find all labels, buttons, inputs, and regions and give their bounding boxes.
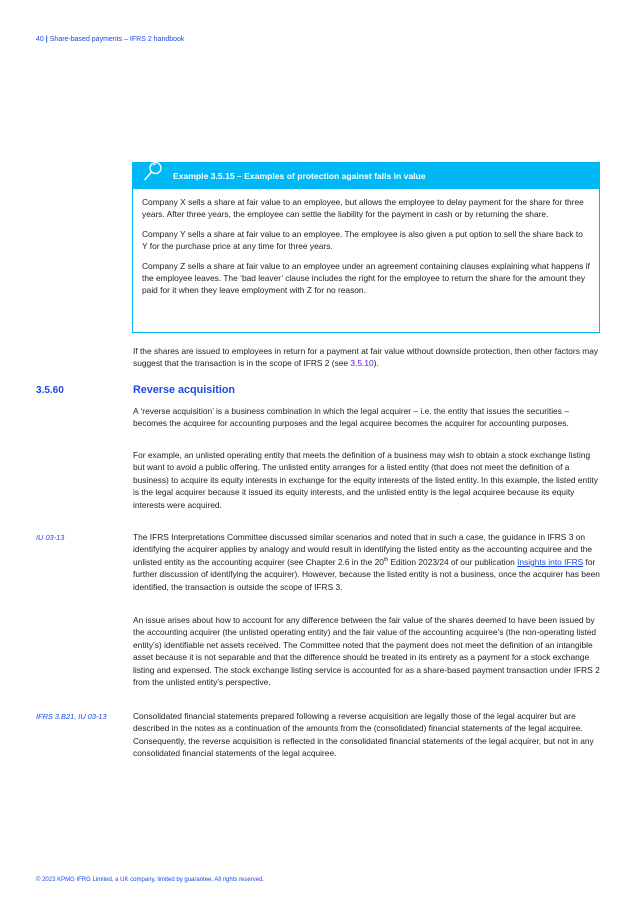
consolidated-paragraph: Consolidated financial statements prepared following a reverse acquisition are legally those of the legal acquirer but are described in the notes as a continuation of the amounts from the (consolidated) financial statements of the legal acquiree. Consequently, the reverse acquisition is reflected in the consolidated financial statements of the legal acquirer, but not in any consolidated financial statements of the legal acquiree. <box>133 711 594 759</box>
copyright-footer: © 2023 KPMG IFRG Limited, a UK company, limited by guarantee. All rights reserved. <box>36 877 265 883</box>
example-title: Example 3.5.15 – Examples of protection against falls in value <box>173 171 426 181</box>
scope-text: If the shares are issued to employees in return for a payment at fair value without downside protection, then other factors may suggest that the transaction is in the scope of IFRS 2 (see <box>133 346 599 369</box>
committee-paragraph <box>133 531 601 593</box>
section-number: 3.5.60 <box>36 385 64 396</box>
ordinal-superscript: th <box>383 557 389 564</box>
example-paragraph-company-z: Company Z sells a share at fair value to an employee under an agreement containing clauses explaining what happens if the employee leaves. The ‘bad leaver’ clause includes the right for the employee to return the share for the amount they paid for it when they leave employment with Z for no reason. <box>142 260 590 296</box>
section-title: Reverse acquisition <box>133 384 236 396</box>
margin-reference-iu: IU 03-13 <box>36 533 65 542</box>
header-separator: | <box>45 36 48 43</box>
magnifier-icon <box>143 160 163 182</box>
scope-paragraph <box>133 345 601 370</box>
committee-text-b: Edition 2023/24 of our publication <box>388 556 518 567</box>
difference-paragraph: An issue arises about how to account for any difference between the fair value of the shares deemed to have been issued by the accounting acquirer (the unlisted operating entity) and the fair value of the accounting acquiree’s (the non-operating listed entity’s) identifiable net assets received. The Committee noted that the payment does not meet the definition of an intangible asset because it is not separable and that the difference should be treated in its entirety as a payment for a stock exchange listing and expensed. The stock exchange listing service is accounted for as a share-based payment transaction under IFRS 2 from the unlisted entity’s perspective. <box>133 615 600 688</box>
definition-paragraph: A ‘reverse acquisition’ is a business combination in which the legal acquirer – i.e. the entity that issues the securities – becomes the acquiree for accounting purposes and the legal acquiree becomes the acquirer for accounting purposes. <box>133 406 569 429</box>
committee-text-c: for further discussion of identifying the acquirer). However, because the listed entity is not a business, once the acquirer has been identified, the transaction is outside the scope of IFRS 3. <box>133 556 600 592</box>
scope-text-end: ). <box>373 358 379 369</box>
example-box <box>132 162 600 333</box>
committee-text-a: The IFRS Interpretations Committee discussed similar scenarios and noted that in such a case, the guidance in IFRS 3 on identifying the acquirer applies by analogy and would result in identifying the listed entity as the accounting acquiree and the unlisted entity as the accounting acquirer (see Chapter 2.6 in the 20 <box>133 532 593 567</box>
margin-reference-ifrs: IFRS 3.B21, IU 03-13 <box>36 712 107 721</box>
example-body <box>142 196 590 304</box>
insights-into-ifrs-link[interactable]: Insights into IFRS <box>517 556 584 567</box>
example-paragraph-company-x: Company X sells a share at fair value to an employee, but allows the employee to delay payment for the share for three years. After three years, the employee can settle the liability for the payment in cash or by returning the share. <box>142 197 584 220</box>
cross-reference-link[interactable]: 3.5.10 <box>350 358 374 369</box>
header-title: Share-based payments – IFRS 2 handbook <box>49 36 185 43</box>
running-header <box>36 36 184 43</box>
example-header-bar <box>133 163 599 189</box>
example-paragraph-company-y: Company Y sells a share at fair value to an employee. The employee is also given a put option to sell the share back to Y for the purchase price at any time for three years. <box>142 228 583 252</box>
example-paragraph: For example, an unlisted operating entity that meets the definition of a business may wish to obtain a stock exchange listing but want to avoid a public offering. The unlisted entity arranges for a listed entity (that does not meet the definition of a business) to acquire its equity interests in exchange for the equity interests of the listed entity. In this example, the listed entity is the legal acquirer because it issued its equity interests, and the unlisted entity is the legal acquiree because its equity interests were acquired. <box>133 450 598 510</box>
page-number: 40 <box>36 36 44 43</box>
